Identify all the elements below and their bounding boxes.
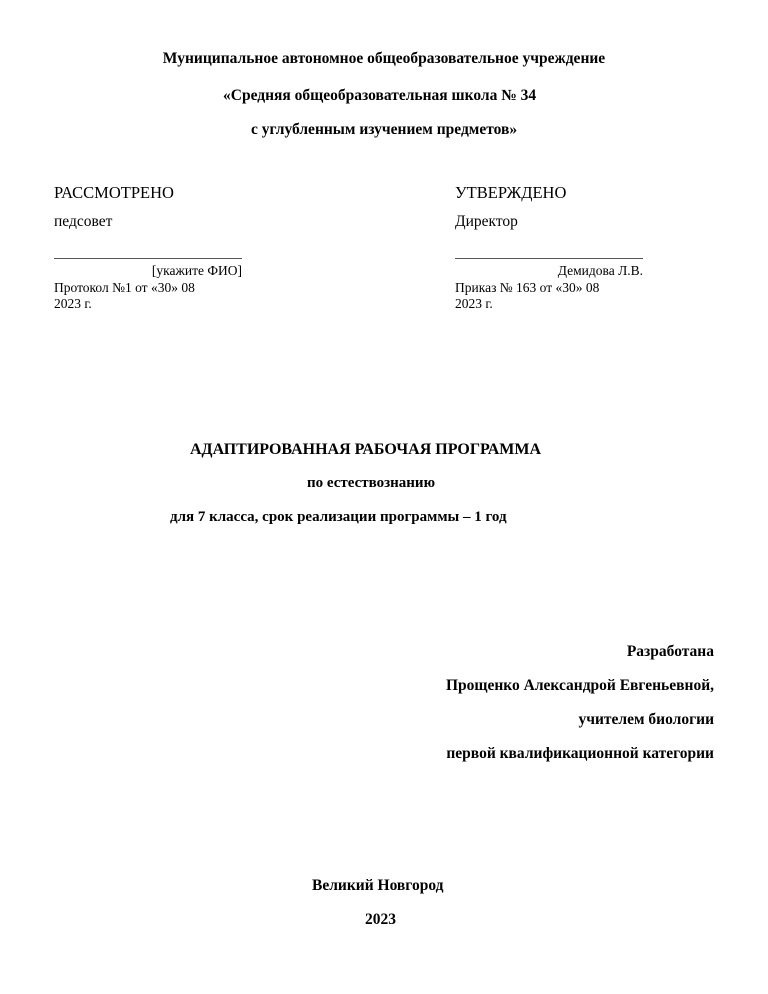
- left-status: РАССМОТРЕНО: [54, 183, 174, 202]
- school-name-line2: «Средняя общеобразовательная школа № 34: [223, 87, 537, 104]
- author-line4: первой квалификационной категории: [446, 745, 714, 762]
- program-subject: по естествознанию: [307, 475, 436, 491]
- author-line3: учителем биологии: [578, 711, 714, 728]
- program-details: для 7 класса, срок реализации программы – 1 год: [170, 509, 507, 525]
- left-protocol-line1: Протокол №1 от «30» 08: [54, 280, 195, 295]
- left-signature-line: [54, 258, 242, 259]
- school-name-line1: Муниципальное автономное общеобразовательное учреждение: [162, 50, 606, 67]
- right-signature-name: Демидова Л.В.: [557, 263, 643, 278]
- program-title: АДАПТИРОВАННАЯ РАБОЧАЯ ПРОГРАММА: [190, 441, 542, 458]
- left-signature-name: [укажите ФИО]: [151, 263, 242, 278]
- author-line1: Разработана: [626, 643, 714, 660]
- right-status: УТВЕРЖДЕНО: [455, 183, 567, 202]
- right-position: Директор: [455, 213, 518, 230]
- left-body: педсовет: [54, 213, 113, 230]
- footer-year: 2023: [365, 911, 396, 928]
- right-order-line2: 2023 г.: [455, 296, 493, 311]
- school-name-line3: с углубленным изучением предметов»: [251, 121, 518, 138]
- right-order-line1: Приказ № 163 от «30» 08: [455, 280, 600, 295]
- footer-city: Великий Новгород: [312, 877, 444, 894]
- author-line2: Прощенко Александрой Евгеньевной,: [445, 677, 714, 694]
- right-signature-line: [455, 258, 643, 259]
- left-protocol-line2: 2023 г.: [54, 296, 92, 311]
